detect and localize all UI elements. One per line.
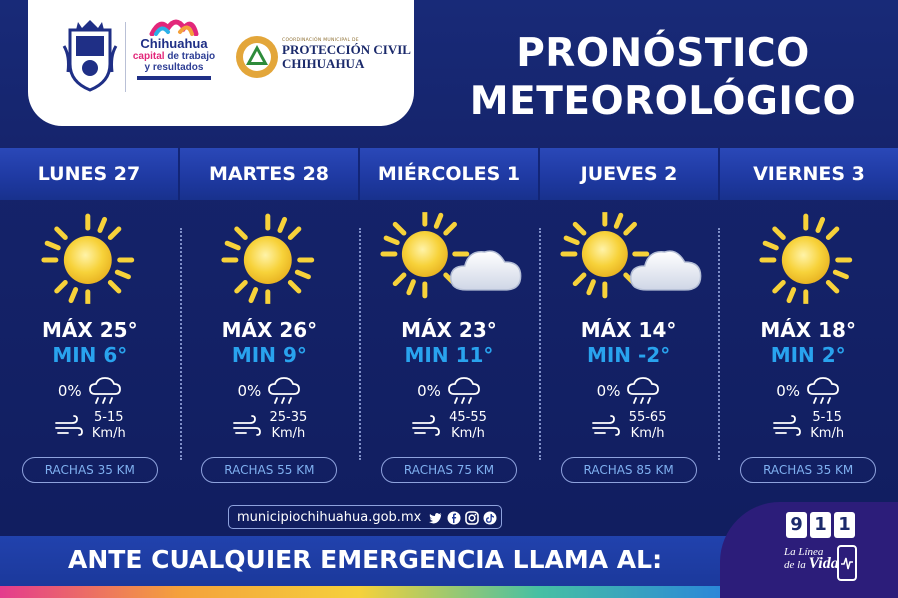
min-temp: MIN 2° [770, 343, 846, 367]
forecast-day [0, 200, 180, 500]
wind-row [0, 410, 180, 442]
twitter-icon[interactable] [429, 510, 443, 524]
wind-icon [591, 415, 621, 437]
wind-icon [54, 415, 84, 437]
chihuahua-bar [137, 76, 211, 80]
day-header: JUEVES 2 [540, 148, 720, 200]
forecast-day [359, 200, 539, 500]
coat-of-arms-icon [62, 16, 118, 94]
wind-speed [629, 410, 667, 442]
title-line2: METEOROLÓGICO [469, 79, 857, 124]
gust-badge: RACHAS 35 KM [740, 457, 876, 483]
wind-unit: Km/h [810, 426, 845, 441]
pc-line2: CHIHUAHUA [282, 56, 365, 71]
logo-box [28, 0, 414, 126]
wind-range: 5-15 [812, 410, 842, 425]
max-temp: MÁX 25° [41, 318, 138, 342]
tiktok-icon[interactable] [483, 510, 497, 524]
rain-percent: 0% [417, 382, 441, 400]
emergency-tag-line3: Vida [808, 555, 839, 572]
min-temp: MIN 11° [404, 343, 494, 367]
wind-unit: Km/h [271, 426, 306, 441]
emergency-tag-line1: La Línea [784, 546, 824, 558]
day-header: LUNES 27 [0, 148, 180, 200]
social-icons [429, 510, 497, 524]
logo-divider [125, 22, 126, 92]
emergency-digit: 1 [834, 512, 855, 538]
max-temp: MÁX 18° [760, 318, 856, 342]
emergency-digit: 9 [786, 512, 807, 538]
rain-percent: 0% [596, 382, 621, 400]
forecast-day [718, 200, 898, 500]
pc-small-text: COORDINACIÓN MUNICIPAL DE [282, 38, 359, 43]
wind-row [359, 410, 539, 442]
rain-percent: 0% [776, 382, 801, 400]
day-header: MIÉRCOLES 1 [360, 148, 540, 200]
day-header: MARTES 28 [180, 148, 360, 200]
emergency-call-to-action: ANTE CUALQUIER EMERGENCIA LLAMA AL: [68, 545, 663, 574]
rain-cloud-icon [626, 376, 660, 406]
rain-row [0, 376, 180, 406]
gust-badge: RACHAS 35 KM [22, 457, 158, 483]
gust-badge: RACHAS 55 KM [201, 457, 337, 483]
min-temp: MIN 6° [52, 343, 128, 367]
min-temp: MIN 9° [231, 343, 307, 367]
title-line1: PRONÓSTICO [516, 31, 810, 76]
chihuahua-tagline [130, 51, 218, 62]
rain-row [359, 376, 539, 406]
sun-icon [0, 212, 180, 304]
rain-percent: 0% [57, 382, 82, 400]
forecast-columns [0, 200, 898, 500]
proteccion-civil-seal-icon [234, 34, 280, 80]
sun-cloud-icon [539, 212, 719, 304]
rain-cloud-icon [267, 376, 301, 406]
rain-cloud-icon [88, 376, 122, 406]
proteccion-civil-text [282, 38, 430, 71]
gust-badge: RACHAS 85 KM [561, 457, 697, 483]
rain-row [180, 376, 360, 406]
max-temp: MÁX 23° [401, 318, 497, 342]
day-header-band [0, 148, 898, 200]
emergency-tag-line2: de la [784, 559, 806, 571]
forecast-day [539, 200, 719, 500]
chihuahua-tag-line2: y resultados [144, 62, 204, 73]
sun-cloud-icon [359, 212, 539, 304]
sun-icon [180, 212, 360, 304]
rain-row [539, 376, 719, 406]
chihuahua-tag-rest: de trabajo [167, 51, 216, 62]
wind-unit: Km/h [91, 426, 126, 441]
facebook-icon[interactable] [447, 510, 461, 524]
wind-range: 5-15 [94, 410, 124, 425]
sun-icon [718, 212, 898, 304]
wind-speed [810, 410, 844, 442]
chihuahua-tag-accent: capital [132, 51, 165, 62]
phone-icon [836, 544, 858, 582]
wind-icon [772, 415, 802, 437]
emergency-tagline [784, 546, 839, 571]
pc-line1: PROTECCIÓN CIVIL [282, 42, 411, 57]
wind-speed [270, 410, 308, 442]
emergency-digit: 1 [810, 512, 831, 538]
gust-badge: RACHAS 75 KM [381, 457, 517, 483]
wind-speed [92, 410, 126, 442]
rain-cloud-icon [806, 376, 840, 406]
rain-row [718, 376, 898, 406]
min-temp: MIN -2° [586, 343, 671, 367]
rain-cloud-icon [447, 376, 481, 406]
wind-unit: Km/h [630, 426, 665, 441]
website-url-pill[interactable] [228, 505, 502, 529]
page-title [448, 30, 878, 126]
max-temp: MÁX 26° [221, 318, 318, 342]
chihuahua-name: Chihuahua [140, 36, 208, 51]
wind-row [539, 410, 719, 442]
forecast-day [180, 200, 360, 500]
day-header: VIERNES 3 [753, 163, 865, 185]
max-temp: MÁX 14° [580, 318, 677, 342]
website-url[interactable]: municipiochihuahua.gob.mx [237, 509, 422, 525]
wind-range: 25-35 [269, 410, 308, 425]
instagram-icon[interactable] [465, 510, 479, 524]
wind-speed [449, 410, 487, 442]
emergency-number[interactable] [786, 512, 855, 538]
wind-icon [411, 415, 441, 437]
chihuahua-logo [130, 16, 218, 80]
wind-row [180, 410, 360, 442]
wind-icon [232, 415, 262, 437]
wind-range: 55-65 [628, 410, 667, 425]
wind-row [718, 410, 898, 442]
wind-unit: Km/h [451, 426, 485, 441]
chihuahua-mark-icon [148, 16, 200, 36]
rain-percent: 0% [237, 382, 262, 400]
wind-range: 45-55 [449, 410, 487, 425]
